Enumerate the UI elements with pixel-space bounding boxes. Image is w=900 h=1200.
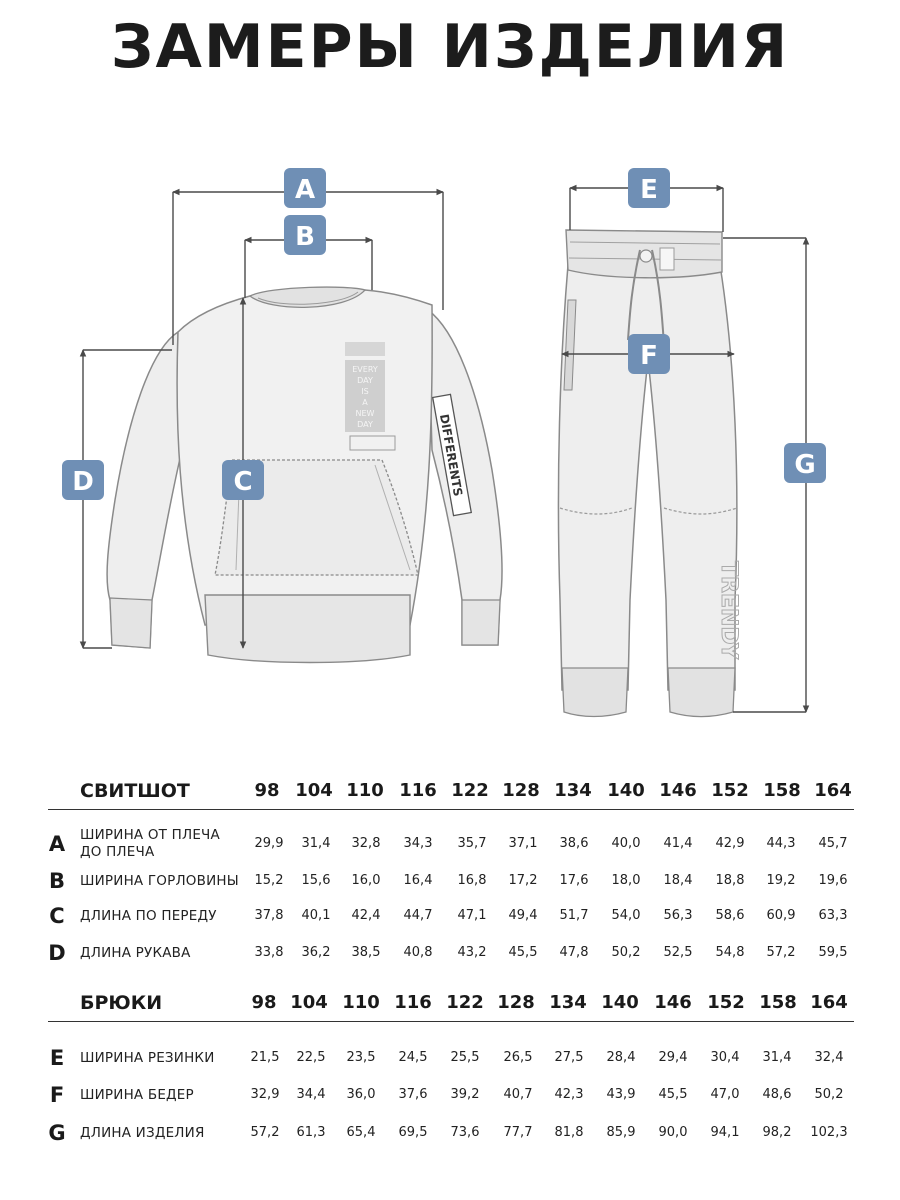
table-cell: 32,8: [351, 836, 381, 851]
table-cell: 52,5: [663, 945, 693, 960]
size-header: 110: [342, 992, 380, 1013]
table-cell: 33,8: [254, 945, 284, 960]
table-cell: 49,4: [508, 908, 538, 923]
table-cell: 48,6: [762, 1087, 792, 1102]
svg-text:C: C: [233, 467, 253, 497]
pants-header-row: [0, 988, 900, 1018]
size-header: 140: [607, 780, 645, 801]
table-cell: 42,4: [351, 908, 381, 923]
table-cell: 47,1: [457, 908, 487, 923]
table-cell: 40,7: [503, 1087, 533, 1102]
size-header: 146: [659, 780, 697, 801]
table-cell: 50,2: [611, 945, 641, 960]
table-cell: 18,8: [715, 873, 745, 888]
table-cell: 77,7: [503, 1125, 533, 1140]
table-cell: 85,9: [606, 1125, 636, 1140]
table-cell: 28,4: [606, 1050, 636, 1065]
pants-print: TRENDY: [716, 561, 741, 659]
table-cell: 43,2: [457, 945, 487, 960]
row-letter: F: [49, 1083, 65, 1107]
sweatshirt-print-line: NEW: [355, 409, 375, 418]
table-cell: 39,2: [450, 1087, 480, 1102]
sweatshirt-header-row: [0, 776, 900, 806]
table-cell: 15,2: [254, 873, 284, 888]
table-cell: 40,0: [611, 836, 641, 851]
table-cell: 36,2: [301, 945, 331, 960]
svg-text:A: A: [294, 175, 316, 205]
size-header: 116: [399, 780, 437, 801]
table-cell: 58,6: [715, 908, 745, 923]
pants-body: [558, 265, 736, 690]
table-cell: 16,4: [403, 873, 433, 888]
table-cell: 51,7: [559, 908, 589, 923]
size-header: 146: [654, 992, 692, 1013]
table-cell: 36,0: [346, 1087, 376, 1102]
table-cell: 32,9: [250, 1087, 280, 1102]
row-letter: G: [48, 1121, 66, 1145]
table-cell: 29,9: [254, 836, 284, 851]
table-cell: 56,3: [663, 908, 693, 923]
size-header: 104: [290, 992, 328, 1013]
table-cell: 45,7: [818, 836, 848, 851]
table-cell: 17,2: [508, 873, 538, 888]
measurement-diagram: [0, 150, 900, 740]
svg-text:E: E: [640, 175, 658, 205]
row-label: ШИРИНА ОТ ПЛЕЧА ДО ПЛЕЧА: [80, 827, 220, 860]
size-header: 98: [254, 780, 280, 801]
svg-text:G: G: [794, 450, 816, 480]
sweatshirt-print-line: IS: [361, 387, 369, 396]
pants-left-cuff: [562, 668, 628, 717]
size-header: 158: [759, 992, 797, 1013]
svg-text:F: F: [640, 341, 658, 371]
size-header: 158: [763, 780, 801, 801]
table-cell: 94,1: [710, 1125, 740, 1140]
table-cell: 42,9: [715, 836, 745, 851]
table-row: [0, 898, 900, 934]
table-cell: 61,3: [296, 1125, 326, 1140]
table-cell: 73,6: [450, 1125, 480, 1140]
table-cell: 27,5: [554, 1050, 584, 1065]
table-row: [0, 935, 900, 971]
table-cell: 38,6: [559, 836, 589, 851]
table-cell: 37,8: [254, 908, 284, 923]
table-cell: 40,8: [403, 945, 433, 960]
badge-e: [628, 168, 670, 208]
table-cell: 38,5: [351, 945, 381, 960]
sweatshirt-illustration: [107, 287, 502, 662]
size-header: 134: [554, 780, 592, 801]
table-cell: 18,0: [611, 873, 641, 888]
row-letter: E: [49, 1046, 65, 1070]
table-cell: 47,8: [559, 945, 589, 960]
table-divider: [48, 809, 854, 810]
badge-a: [284, 168, 326, 208]
table-cell: 60,9: [766, 908, 796, 923]
badge-d: [62, 460, 104, 500]
svg-text:D: D: [72, 467, 94, 497]
table-cell: 47,0: [710, 1087, 740, 1102]
sleeve-print: DIFFERENTS: [436, 412, 466, 498]
table-cell: 31,4: [762, 1050, 792, 1065]
page-title: ЗАМЕРЫ ИЗДЕЛИЯ: [110, 12, 790, 82]
table-cell: 50,2: [814, 1087, 844, 1102]
size-header: 110: [346, 780, 384, 801]
svg-text:B: B: [295, 222, 315, 252]
table-row: [0, 1040, 900, 1076]
table-cell: 65,4: [346, 1125, 376, 1140]
table-cell: 35,7: [457, 836, 487, 851]
table-cell: 31,4: [301, 836, 331, 851]
table-cell: 69,5: [398, 1125, 428, 1140]
table-row: [0, 863, 900, 899]
table-cell: 29,4: [658, 1050, 688, 1065]
table-cell: 26,5: [503, 1050, 533, 1065]
row-label: ШИРИНА БЕДЕР: [80, 1086, 194, 1103]
badge-b: [284, 215, 326, 255]
pants-table-title: БРЮКИ: [80, 992, 163, 1014]
sweatshirt-table-title: СВИТШОТ: [80, 780, 190, 802]
sweatshirt-print-line: EVERY: [352, 365, 378, 374]
badge-c: [222, 460, 264, 500]
row-letter: D: [48, 941, 66, 965]
table-cell: 45,5: [508, 945, 538, 960]
table-cell: 24,5: [398, 1050, 428, 1065]
table-cell: 22,5: [296, 1050, 326, 1065]
row-label: ДЛИНА РУКАВА: [80, 944, 191, 961]
table-cell: 90,0: [658, 1125, 688, 1140]
row-label: ШИРИНА РЕЗИНКИ: [80, 1049, 215, 1066]
table-cell: 34,4: [296, 1087, 326, 1102]
size-header: 164: [810, 992, 848, 1013]
row-label: ДЛИНА ИЗДЕЛИЯ: [80, 1124, 205, 1141]
table-cell: 57,2: [766, 945, 796, 960]
table-cell: 21,5: [250, 1050, 280, 1065]
badge-g: [784, 443, 826, 483]
table-cell: 18,4: [663, 873, 693, 888]
size-header: 134: [549, 992, 587, 1013]
row-letter: A: [48, 832, 66, 856]
table-row: [0, 1077, 900, 1113]
table-cell: 23,5: [346, 1050, 376, 1065]
size-header: 140: [601, 992, 639, 1013]
table-cell: 45,5: [658, 1087, 688, 1102]
table-cell: 19,2: [766, 873, 796, 888]
table-cell: 98,2: [762, 1125, 792, 1140]
table-cell: 19,6: [818, 873, 848, 888]
table-cell: 54,8: [715, 945, 745, 960]
table-cell: 54,0: [611, 908, 641, 923]
row-letter: C: [49, 904, 65, 928]
size-header: 152: [707, 992, 745, 1013]
table-cell: 43,9: [606, 1087, 636, 1102]
size-header: 128: [497, 992, 535, 1013]
sweatshirt-hem: [205, 595, 410, 663]
sweatshirt-print-line: DAY: [357, 420, 373, 429]
table-cell: 30,4: [710, 1050, 740, 1065]
table-cell: 41,4: [663, 836, 693, 851]
size-header: 128: [502, 780, 540, 801]
sweatshirt-print-line: A: [362, 398, 368, 407]
table-cell: 37,6: [398, 1087, 428, 1102]
row-letter: B: [48, 869, 65, 893]
table-cell: 63,3: [818, 908, 848, 923]
table-cell: 102,3: [810, 1125, 848, 1140]
size-header: 104: [295, 780, 333, 801]
table-cell: 44,7: [403, 908, 433, 923]
table-cell: 16,0: [351, 873, 381, 888]
table-cell: 37,1: [508, 836, 538, 851]
table-cell: 32,4: [814, 1050, 844, 1065]
size-header: 116: [394, 992, 432, 1013]
sweatshirt-print-line: DAY: [357, 376, 373, 385]
table-cell: 44,3: [766, 836, 796, 851]
size-header: 122: [446, 992, 484, 1013]
size-header: 164: [814, 780, 852, 801]
table-cell: 16,8: [457, 873, 487, 888]
table-row: [0, 826, 900, 862]
pants-illustration: [558, 230, 741, 717]
row-label: ШИРИНА ГОРЛОВИНЫ: [80, 872, 239, 889]
table-row: [0, 1115, 900, 1151]
table-divider: [48, 1021, 854, 1022]
table-cell: 15,6: [301, 873, 331, 888]
table-cell: 81,8: [554, 1125, 584, 1140]
table-cell: 57,2: [250, 1125, 280, 1140]
size-header: 98: [251, 992, 277, 1013]
table-cell: 17,6: [559, 873, 589, 888]
table-cell: 34,3: [403, 836, 433, 851]
table-cell: 59,5: [818, 945, 848, 960]
badge-f: [628, 334, 670, 374]
pants-right-cuff: [668, 668, 735, 717]
row-label: ДЛИНА ПО ПЕРЕДУ: [80, 907, 217, 924]
table-cell: 42,3: [554, 1087, 584, 1102]
size-header: 122: [451, 780, 489, 801]
table-cell: 25,5: [450, 1050, 480, 1065]
size-header: 152: [711, 780, 749, 801]
table-cell: 40,1: [301, 908, 331, 923]
